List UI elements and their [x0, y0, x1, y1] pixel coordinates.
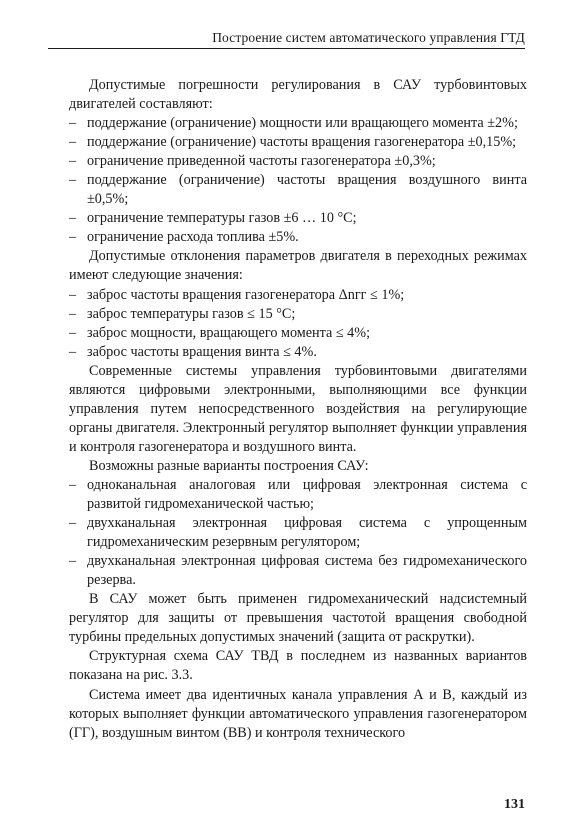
list-transient-deviations: [69, 286, 527, 362]
header-rule: [48, 48, 525, 49]
running-header: [48, 26, 525, 48]
list-item: – заброс мощности, вращающего момента ≤ 4%;: [69, 324, 527, 343]
paragraph-structure-scheme: Структурная схема САУ ТВД в последнем из названных вариантов показана на рис. 3.3.: [69, 648, 527, 684]
paragraph-two-channels: Система имеет два идентичных канала управления А и В, каждый из которых выполняет функции автоматического управления газогенератором (ГГ), воздушным винтом (ВВ) и контроля технического: [69, 686, 527, 741]
list-item: – заброс температуры газов ≤ 15 °С;: [69, 305, 527, 324]
list-system-variants: [69, 476, 527, 590]
list-item: – ограничение расхода топлива ±5%.: [69, 228, 527, 247]
list-item: – заброс частоты вращения газогенератора Δnгг ≤ 1%;: [69, 286, 527, 305]
list-item: – поддержание (ограничение) мощности или вращающего момента ±2%;: [69, 114, 527, 133]
list-item: – ограничение приведенной частоты газогенератора ±0,3%;: [69, 152, 527, 171]
list-item: – ограничение температуры газов ±6 … 10 °С;: [69, 209, 527, 228]
list-item: – поддержание (ограничение) частоты вращения воздушного винта ±0,5%;: [69, 171, 527, 209]
page-body: [69, 76, 527, 743]
list-regulation-tolerances: [69, 114, 527, 247]
paragraph-transient-deviations: Допустимые отклонения параметров двигателя в переходных режимах имеют следующие значения:: [69, 248, 527, 284]
paragraph-tolerances: Допустимые погрешности регулирования в САУ турбовинтовых двигателей составляют:: [69, 77, 527, 113]
list-item: – двухканальная электронная цифровая система с упрощенным гидромеханическим резервным регулятором;: [69, 514, 527, 552]
page-number: 131: [504, 797, 525, 812]
paragraph-variants-intro: Возможны разные варианты построения САУ:: [89, 457, 369, 474]
running-header-title: Построение систем автоматического управления ГТД: [212, 30, 525, 45]
paragraph-overspeed-regulator: В САУ может быть применен гидромеханический надсистемный регулятор для защиты от превышения частотой вращения свободной турбины предельных допустимых значений (защита от раскрутки).: [69, 591, 527, 646]
list-item: – заброс частоты вращения винта ≤ 4%.: [69, 343, 527, 362]
list-item: – одноканальная аналоговая или цифровая электронная система с развитой гидромеханической частью;: [69, 476, 527, 514]
paragraph-modern-systems: Современные системы управления турбовинтовыми двигателями являются цифровыми электронными, выполняющими все функции управления путем непосредственного воздействия на регулирующие органы двигателя. Электронный регулятор выполняет функции управления и контроля газогенератора и воздушного винта.: [69, 362, 527, 455]
list-item: – двухканальная электронная цифровая система без гидромеханического резерва.: [69, 552, 527, 590]
list-item: – поддержание (ограничение) частоты вращения газогенератора ±0,15%;: [69, 133, 527, 152]
